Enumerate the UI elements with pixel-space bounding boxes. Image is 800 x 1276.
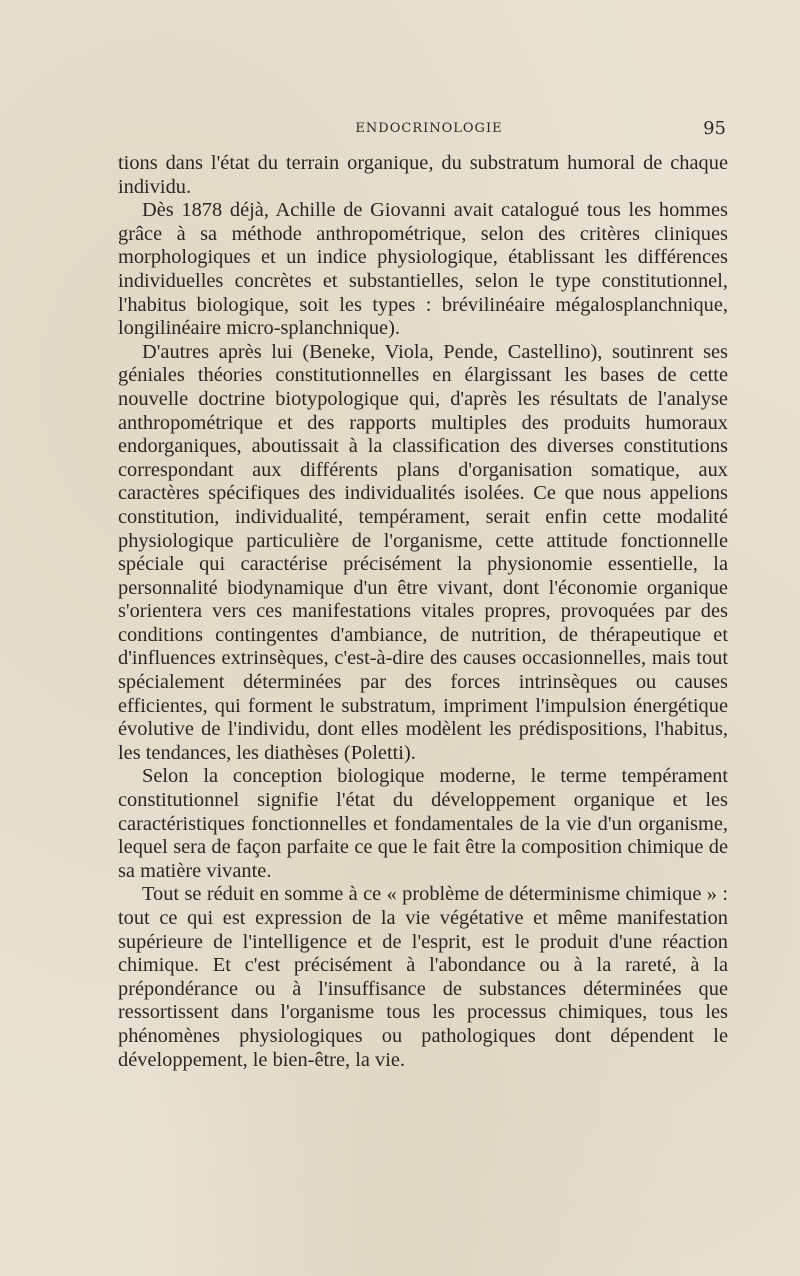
paragraph: tions dans l'état du terrain organique, du substratum humoral de chaque individu. [118,152,728,198]
body-text [118,152,728,1072]
running-title: ENDOCRINOLOGIE [355,121,503,136]
paragraph: Dès 1878 déjà, Achille de Giovanni avait catalogué tous les hommes grâce à sa méthode anthropométrique, selon des critères cliniques morphologiques et un indice physiologique, établissant les différences individuelles concrètes et substantielles, selon le type constitutionnel, l'habitus biologique, soit les types : brévilinéaire mégalosplanchnique, longilinéaire micro-splanchnique). [118,199,728,340]
paragraph: Tout se réduit en somme à ce « problème de déterminisme chimique » : tout ce qui est expression de la vie végétative et même manifestation supérieure de l'intelligence et de l'esprit, est le produit d'une réaction chimique. Et c'est précisément à l'abondance ou à la rareté, à la prépondérance ou à l'insuffisance de substances déterminées que ressortissent dans l'organisme tous les processus chimiques, tous les phénomènes physiologiques ou pathologiques dont dépendent le développement, le bien-être, la vie. [118,883,728,1071]
paragraph: D'autres après lui (Beneke, Viola, Pende, Castellino), soutinrent ses géniales théories constitutionnelles en élargissant les bases de cette nouvelle doctrine biotypologique qui, d'après les résultats de l'analyse anthropométrique et des rapports multiples des produits humoraux endorganiques, aboutissait à la classification des diverses constitutions correspondant aux différents plans d'organisation somatique, aux caractères spécifiques des individualités isolées. Ce que nous appelions constitution, individualité, tempérament, serait enfin cette modalité physiologique particulière de l'organisme, cette attitude fonctionnelle spéciale qui caractérise précisément la physionomie essentielle, la personnalité biodynamique d'un être vivant, dont l'économie organique s'orientera vers ces manifestations vitales propres, provoquées par des conditions contingentes d'ambiance, de nutrition, de thérapeutique et d'influences extrinsèques, c'est-à-dire des causes occasionnelles, mais tout spécialement déterminées par des forces intrinsèques ou causes efficientes, qui forment le substratum, impriment l'impulsion énergétique évolutive de l'individu, dont elles modèlent les prédispositions, l'habitus, les tendances, les diathèses (Poletti). [118,340,728,764]
book-page [118,118,728,1072]
paragraph: Selon la conception biologique moderne, le terme tempérament constitutionnel signifie l'état du développement organique et les caractéristiques fonctionnelles et fondamentales de la vie d'un organisme, lequel sera de façon parfaite ce que le fait être la composition chimique de sa matière vivante. [118,765,728,882]
page-number: 95 [703,118,726,139]
page-header [118,118,728,144]
